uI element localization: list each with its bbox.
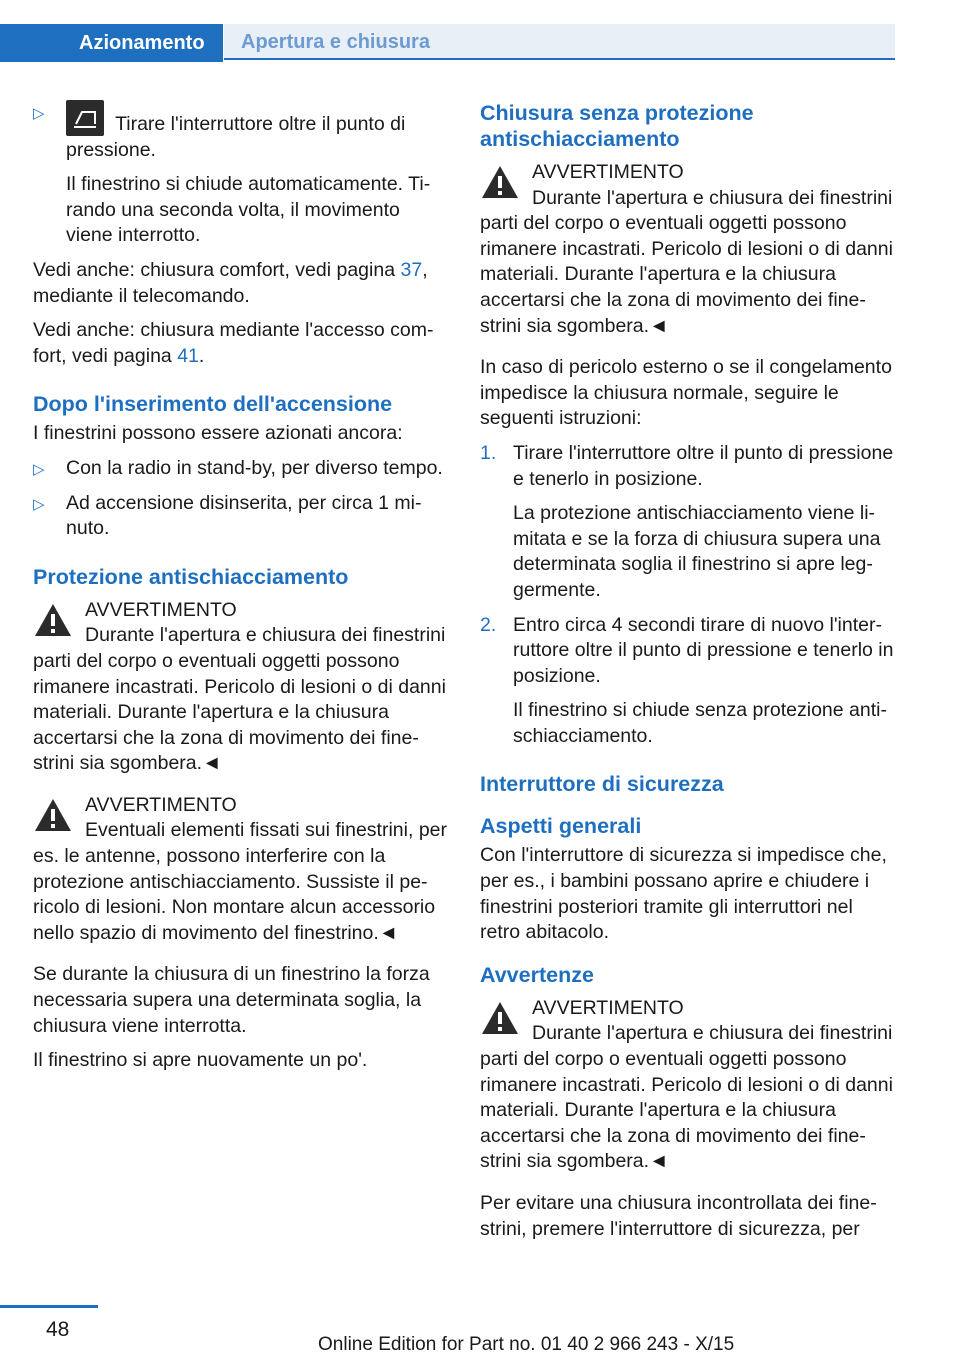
step-number: 2. (480, 613, 497, 636)
warning-box (33, 793, 448, 947)
section-heading: Dopo l'inserimento dell'accensione (33, 392, 393, 417)
paragraph: Il finestrino si apre nuovamente un po'. (33, 1049, 368, 1072)
page-link[interactable]: 37 (400, 258, 423, 281)
warning-body: Durante l'apertura e chiusura dei finestrini parti del corpo o eventuali oggetti possono rimanere incastrati. Pericolo di lesioni o di danni materiali. Durante l'apertura e la chiusura accertarsi che la zona di movimento dei finestrini sia sgombera.◄ (33, 624, 446, 775)
section-heading: Interruttore di sicurezza (480, 772, 724, 797)
warning-body: Eventuali elementi fissati sui finestrini, per es. le antenne, possono interferire con la protezione antischiacciamento. Sussiste il pericolo di lesioni. Non montare alcun accessorio nello spazio di movimento del finestrino.◄ (33, 819, 447, 944)
section-heading: Protezione antischiacciamento (33, 564, 349, 589)
see-also-text: Vedi anche: chiusura comfort, vedi pagina (33, 258, 401, 281)
paragraph: I finestrini possono essere azionati ancora: (33, 422, 403, 445)
step-number: 1. (480, 441, 497, 464)
paragraph: Se durante la chiusura di un finestrino la forza necessaria supera una determinata soglia, la chiusura viene interrotta. (33, 963, 430, 1037)
warning-body: Durante l'apertura e chiusura dei finestrini parti del corpo o eventuali oggetti possono rimanere incastrati. Pericolo di lesioni o di danni materiali. Durante l'apertura e la chiusura accertarsi che la zona di movimento dei finestrini sia sgombera.◄ (480, 1022, 893, 1173)
list-item (33, 491, 448, 542)
item-text: Con la radio in stand-by, per diverso tempo. (66, 456, 443, 479)
paragraph: Con l'interruttore di sicurezza si impedisce che, per es., i bambini possano aprire e chiudere i finestrini posteriori tramite gli interruttori nel retro abitacolo. (480, 844, 887, 944)
footer-rule (0, 1305, 98, 1308)
see-also-access (33, 318, 448, 369)
left-column (33, 100, 448, 1083)
warning-title: AVVERTIMENTO (85, 793, 237, 816)
window-switch-icon (66, 100, 104, 136)
warning-box (480, 160, 895, 339)
see-also-comfort (33, 258, 448, 309)
step-text: Entro circa 4 secondi tirare di nuovo l'interruttore oltre il punto di pressione e tenerlo in posizione. (513, 613, 894, 687)
list-item (33, 456, 448, 482)
warning-title: AVVERTIMENTO (85, 598, 237, 621)
list-item (33, 100, 448, 163)
page-number: 48 (46, 1318, 70, 1341)
see-also-end: , mediante il telecomando. (33, 258, 428, 307)
page-link[interactable]: 41 (177, 344, 199, 367)
subsection-heading: Avvertenze (480, 962, 594, 987)
item-text: Tirare l'interruttore oltre il punto di pressione. (66, 113, 406, 161)
right-column (480, 100, 895, 1251)
warning-title: AVVERTIMENTO (532, 996, 684, 1019)
subsection-heading: Aspetti generali (480, 814, 642, 839)
warning-title: AVVERTIMENTO (532, 161, 684, 183)
section-heading: Chiusura senza protezione antischiacciamento (480, 101, 754, 151)
warning-box (33, 598, 448, 777)
warning-box (480, 996, 895, 1175)
see-also-text: Vedi anche: chiusura mediante l'accesso comfort, vedi pagina (33, 319, 434, 367)
bullet-arrow-icon: ▷ (33, 495, 45, 513)
paragraph: In caso di pericolo esterno o se il congelamento impedisce la chiusura normale, seguire le seguenti istruzioni: (480, 356, 892, 430)
warning-triangle-icon (480, 164, 520, 200)
warning-body: Durante l'apertura e chiusura dei finestrini parti del corpo o eventuali oggetti possono rimanere incastrati. Pericolo di lesioni o di danni materiali. Durante l'apertura e la chiusura accertarsi che la zona di movimento dei finestrini sia sgombera.◄ (480, 186, 893, 337)
edition-note: Online Edition for Part no. 01 40 2 966 243 - X/15 (318, 1334, 735, 1355)
bullet-arrow-icon: ▷ (33, 460, 45, 478)
section-tab-inactive: Apertura e chiusura (224, 24, 895, 60)
step-subtext: La protezione antischiacciamento viene limitata e se la forza di chiusura supera una determinata soglia il finestrino si apre leggermente. (513, 502, 881, 601)
item-text: Ad accensione disinserita, per circa 1 minuto. (66, 491, 422, 540)
step-subtext: Il finestrino si chiude senza protezione antischiacciamento. (513, 699, 887, 747)
see-also-end: . (198, 344, 205, 367)
warning-triangle-icon (33, 602, 73, 638)
paragraph: Per evitare una chiusura incontrollata dei finestrini, premere l'interruttore di sicurezza, per (480, 1192, 877, 1240)
bullet-arrow-icon: ▷ (33, 105, 45, 122)
section-tab-active: Azionamento (0, 24, 223, 62)
list-item (480, 613, 895, 690)
warning-triangle-icon (480, 1000, 520, 1036)
page-header (0, 24, 895, 62)
warning-triangle-icon (33, 797, 73, 833)
item-subtext: Il finestrino si chiude automaticamente. Tirando una seconda volta, il movimento viene interrotto. (66, 173, 431, 247)
step-text: Tirare l'interruttore oltre il punto di pressione e tenerlo in posizione. (513, 441, 894, 490)
list-item (480, 441, 895, 492)
